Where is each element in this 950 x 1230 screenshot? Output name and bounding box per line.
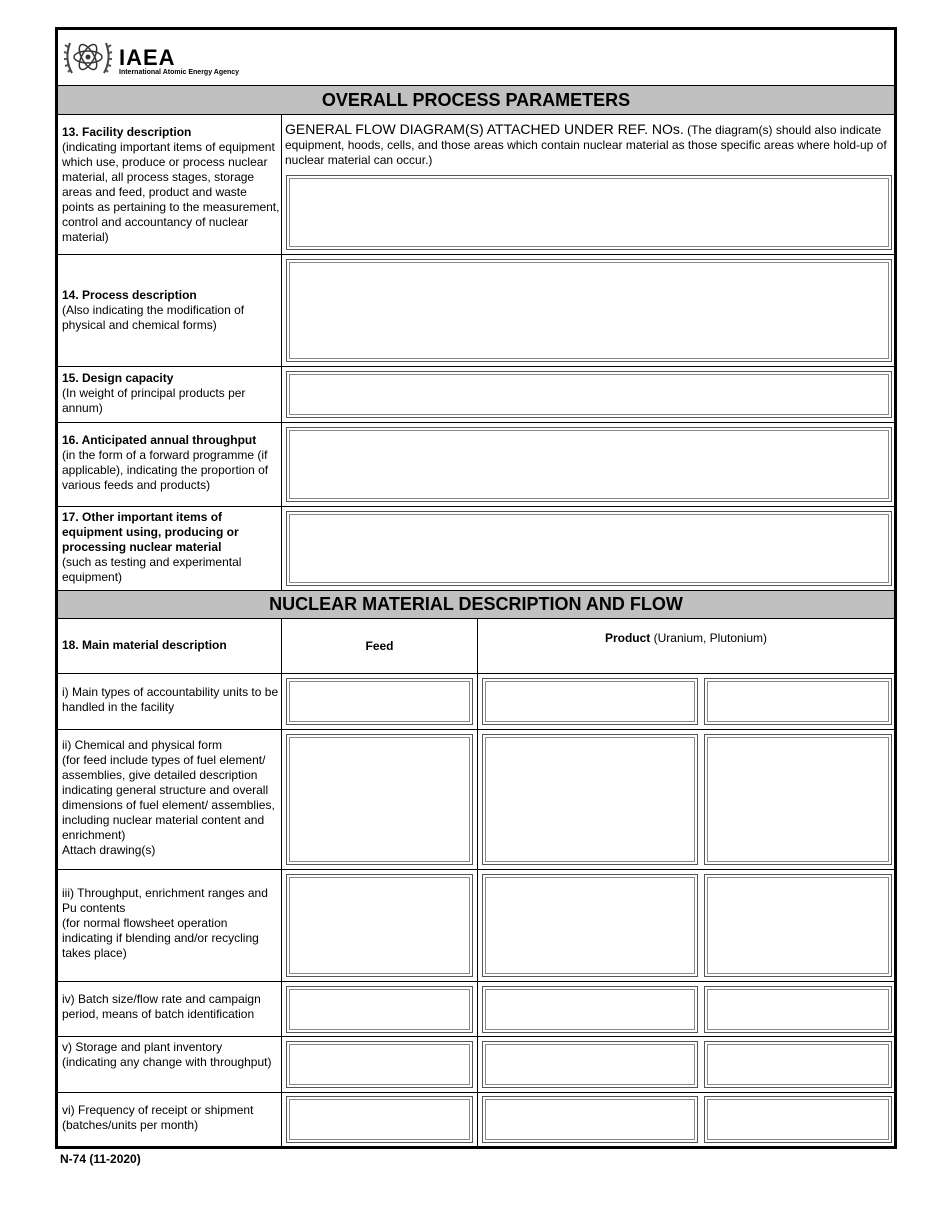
design-capacity-label	[62, 371, 280, 416]
form-frame	[55, 27, 897, 1149]
row-label-i: i) Main types of accountability units to be handled in the facility	[62, 685, 279, 714]
product-field-iii-1[interactable]	[482, 874, 698, 977]
product-field-i-2[interactable]	[704, 678, 892, 725]
feed-field-i[interactable]	[286, 678, 473, 725]
product-field-iii-2[interactable]	[704, 874, 892, 977]
item-title: 13. Facility description	[62, 125, 192, 139]
column-divider	[477, 619, 478, 1146]
feed-field-iv[interactable]	[286, 986, 473, 1033]
row-label-v: v) Storage and plant inventory (indicating any change with throughput)	[62, 1040, 272, 1069]
product-field-i-1[interactable]	[482, 678, 698, 725]
item-detail: (indicating important items of equipment which use, produce or process nuclear material, all process stages, storage areas and feed, product and waste points as pertaining to the measurement, control and accountancy of nuclear material)	[62, 140, 280, 244]
product-field-ii-2[interactable]	[704, 734, 892, 865]
feed-field-vi[interactable]	[286, 1096, 473, 1143]
row-label-ii: ii) Chemical and physical form (for feed include types of fuel element/ assemblies, give detailed description indicating general structure and overall dimensions of fuel element/ assemblies, including nuclear material content and enrichment) Attach drawing(s)	[62, 738, 275, 857]
divider	[58, 114, 894, 115]
item-title: 15. Design capacity	[62, 371, 174, 385]
divider	[58, 869, 894, 870]
product-header-bold: Product	[604, 631, 651, 645]
divider	[58, 618, 894, 619]
divider	[58, 1092, 894, 1093]
section-title-nuclear: NUCLEAR MATERIAL DESCRIPTION AND FLOW	[58, 591, 894, 618]
divider	[58, 673, 894, 674]
divider	[58, 366, 894, 367]
divider	[58, 981, 894, 982]
product-field-vi-1[interactable]	[482, 1096, 698, 1143]
form-id: N-74 (11-2020)	[60, 1152, 141, 1166]
product-column-header	[478, 631, 894, 645]
divider	[58, 729, 894, 730]
annual-throughput-field[interactable]	[286, 427, 892, 502]
product-field-v-2[interactable]	[704, 1041, 892, 1088]
process-description-label	[62, 288, 280, 333]
design-capacity-field[interactable]	[286, 371, 892, 418]
row-label-vi: vi) Frequency of receipt or shipment (batches/units per month)	[62, 1103, 254, 1132]
product-field-v-1[interactable]	[482, 1041, 698, 1088]
iaea-atom-wreath-icon	[62, 33, 114, 81]
other-equipment-label	[62, 510, 280, 585]
iaea-logo	[62, 32, 262, 82]
item-title: 14. Process description	[62, 288, 197, 302]
other-equipment-field[interactable]	[286, 511, 892, 586]
logo-text: IAEA	[119, 45, 176, 70]
facility-description-label	[62, 125, 280, 245]
feed-column-header: Feed	[365, 639, 394, 653]
divider	[58, 1036, 894, 1037]
flow-note-main: GENERAL FLOW DIAGRAM(S) ATTACHED UNDER REF. NOs.	[285, 121, 684, 137]
row-label-iv: iv) Batch size/flow rate and campaign period, means of batch identification	[62, 992, 261, 1021]
facility-description-field[interactable]	[286, 175, 892, 250]
item-detail: (such as testing and experimental equipment)	[62, 555, 242, 584]
item-detail: (in the form of a forward programme (if applicable), indicating the proportion of various feeds and products)	[62, 448, 269, 492]
item-detail: (Also indicating the modification of physical and chemical forms)	[62, 303, 245, 332]
product-field-iv-2[interactable]	[704, 986, 892, 1033]
divider	[58, 422, 894, 423]
item-title: 17. Other important items of equipment using, producing or processing nuclear material	[62, 510, 239, 554]
feed-field-v[interactable]	[286, 1041, 473, 1088]
logo-subtitle: International Atomic Energy Agency	[119, 69, 240, 76]
product-field-ii-1[interactable]	[482, 734, 698, 865]
main-material-label: 18. Main material description	[62, 638, 227, 652]
item-title: 16. Anticipated annual throughput	[62, 433, 257, 447]
divider	[58, 254, 894, 255]
feed-field-iii[interactable]	[286, 874, 473, 977]
feed-field-ii[interactable]	[286, 734, 473, 865]
process-description-field[interactable]	[286, 259, 892, 362]
section-title-overall: OVERALL PROCESS PARAMETERS	[58, 86, 894, 114]
column-divider	[281, 619, 282, 1146]
product-header-rest: (Uranium, Plutonium)	[650, 631, 768, 645]
row-label-iii: iii) Throughput, enrichment ranges and Pu contents (for normal flowsheet operation indicating if blending and/or recycling takes place)	[62, 886, 268, 960]
product-field-iv-1[interactable]	[482, 986, 698, 1033]
divider	[58, 506, 894, 507]
product-field-vi-2[interactable]	[704, 1096, 892, 1143]
flow-diagram-note	[285, 122, 891, 168]
column-divider	[281, 115, 282, 590]
flow-note-detail: (The diagram(s) should also indicate equipment, hoods, cells, and those areas which contain nuclear material as those specific areas where hold-up of nuclear material can occur.)	[285, 123, 887, 167]
annual-throughput-label	[62, 433, 280, 493]
item-detail: (In weight of principal products per annum)	[62, 386, 246, 415]
